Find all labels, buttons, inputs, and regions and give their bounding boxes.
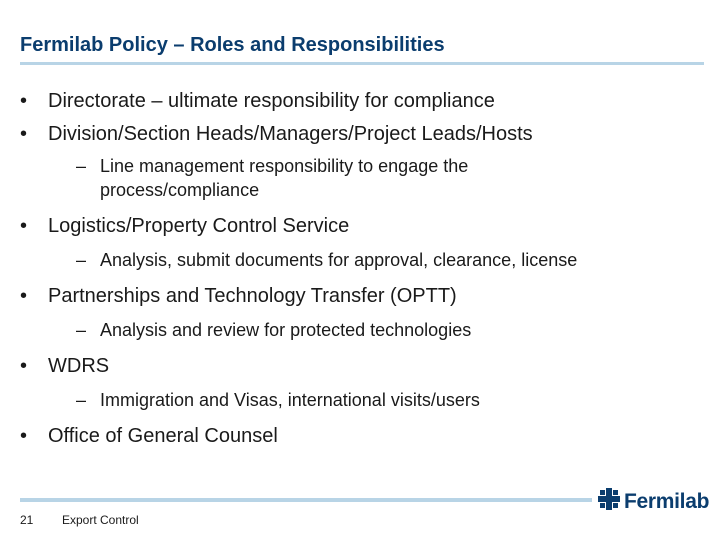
- bullet-marker: •: [20, 285, 28, 307]
- sub-bullet-item: [20, 318, 710, 342]
- bullet-item: [20, 214, 710, 238]
- sub-bullet-text: Analysis and review for protected technologies: [100, 320, 472, 340]
- page-number: 21: [20, 513, 34, 527]
- bullet-item: [20, 284, 710, 308]
- bullet-marker: •: [20, 123, 28, 145]
- bullet-list: [20, 89, 710, 448]
- bullet-item: [20, 354, 710, 378]
- bullet-text: Office of General Counsel: [48, 425, 278, 447]
- sub-bullet-text: Analysis, submit documents for approval, clearance, license: [100, 250, 578, 270]
- bullet-text: Partnerships and Technology Transfer (OPTT): [48, 285, 457, 307]
- bullet-marker: •: [20, 355, 28, 377]
- fermilab-logo-icon: [598, 488, 620, 515]
- fermilab-logo: [598, 488, 709, 515]
- footer-label: Export Control: [62, 513, 139, 527]
- bullet-item: [20, 122, 710, 146]
- bullet-text: Directorate – ultimate responsibility for compliance: [48, 90, 495, 112]
- sub-bullet-text: Line management responsibility to engage the process/compliance: [100, 156, 469, 200]
- sub-bullet-marker: –: [76, 156, 87, 176]
- sub-bullet-item: [20, 248, 710, 272]
- footer-rule: [20, 498, 592, 502]
- bullet-item: [20, 424, 710, 448]
- bullet-marker: •: [20, 215, 28, 237]
- sub-bullet-marker: –: [76, 250, 87, 270]
- bullet-text: Division/Section Heads/Managers/Project Leads/Hosts: [48, 123, 533, 145]
- bullet-text: Logistics/Property Control Service: [48, 215, 350, 237]
- bullet-item: [20, 89, 710, 113]
- bullet-marker: •: [20, 425, 28, 447]
- logo-wordmark: Fermilab: [624, 489, 710, 513]
- sub-bullet-marker: –: [76, 390, 87, 410]
- sub-bullet-item: [20, 388, 710, 412]
- sub-bullet-marker: –: [76, 320, 87, 340]
- slide-title: Fermilab Policy – Roles and Responsibilities: [20, 34, 445, 56]
- sub-bullet-text: Immigration and Visas, international visits/users: [100, 390, 480, 410]
- title-underline: [20, 62, 704, 65]
- sub-bullet-item: [20, 154, 570, 202]
- bullet-text: WDRS: [48, 355, 110, 377]
- bullet-marker: •: [20, 90, 28, 112]
